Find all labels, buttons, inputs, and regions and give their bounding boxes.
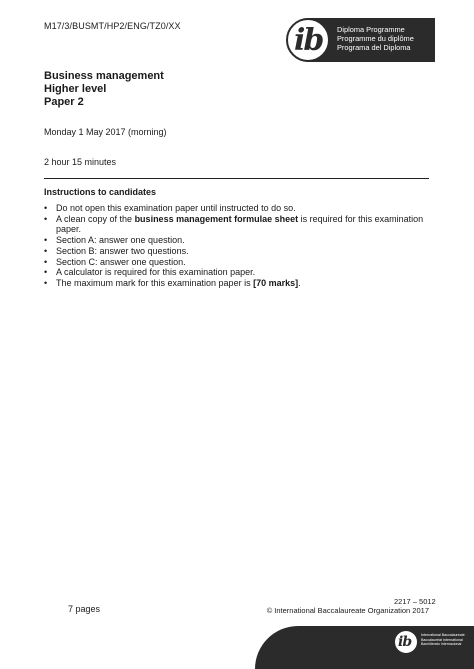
logo-line-fr: Programme du diplôme <box>337 34 414 43</box>
instruction-text: . <box>298 277 301 288</box>
copyright: © International Baccalaureate Organization 2017 <box>266 606 429 615</box>
instruction-text: Section A: answer one question. <box>56 235 185 246</box>
logo-line-en: Diploma Programme <box>337 25 405 34</box>
exam-date: Monday 1 May 2017 (morning) <box>44 127 167 137</box>
footer-logo-line-fr: Baccalauréat International <box>421 637 463 642</box>
page-count: 7 pages <box>68 604 101 614</box>
instructions-title: Instructions to candidates <box>44 187 157 197</box>
instruction-item <box>44 278 430 289</box>
bullet-icon: • <box>44 267 48 278</box>
bullet-icon: • <box>44 256 48 267</box>
ib-footer-banner <box>255 626 474 669</box>
instruction-text: A calculator is required for this examination paper. <box>56 267 256 278</box>
instruction-text: The maximum mark for this examination paper is <box>56 277 254 288</box>
bullet-icon: • <box>44 235 48 246</box>
instruction-text: Section B: answer two questions. <box>56 245 189 256</box>
exam-heading <box>44 70 164 109</box>
instruction-item <box>44 214 430 235</box>
instruction-item <box>44 257 430 268</box>
instruction-item <box>44 203 430 214</box>
footer-code: 2217 – 5012 <box>394 597 436 606</box>
ib-logo-mark: ib <box>398 634 412 650</box>
instruction-text: Section C: answer one question. <box>56 256 186 267</box>
instruction-text: Do not open this examination paper until instructed to do so. <box>56 203 296 213</box>
divider <box>44 178 429 179</box>
instruction-bold-text: [70 marks] <box>253 277 299 288</box>
footer-logo-line-en: International Baccalaureate <box>421 633 465 637</box>
logo-line-es: Programa del Diploma <box>337 43 411 52</box>
instruction-bold-text: business management formulae sheet <box>134 213 299 224</box>
instruction-text: is required for this examination paper. <box>56 213 424 235</box>
bullet-icon: • <box>44 203 48 213</box>
ib-logo-icon <box>395 631 417 653</box>
bullet-icon: • <box>44 213 48 224</box>
instructions-list <box>44 203 430 289</box>
instruction-item <box>44 235 430 246</box>
paper-title: Paper 2 <box>44 96 84 108</box>
bullet-icon: • <box>44 245 48 256</box>
instruction-item <box>44 246 430 257</box>
instruction-text: A clean copy of the <box>56 213 135 224</box>
ib-diploma-logo <box>287 18 435 62</box>
paper-code: M17/3/BUSMT/HP2/ENG/TZ0/XX <box>44 21 181 31</box>
footer-logo-text <box>421 633 465 647</box>
subject-title: Business management <box>44 70 164 82</box>
footer-logo-line-es: Bachillerato Internacional <box>421 642 462 646</box>
bullet-icon: • <box>44 277 48 288</box>
instruction-item <box>44 267 430 278</box>
exam-duration: 2 hour 15 minutes <box>44 157 117 167</box>
logo-text <box>337 25 414 52</box>
ib-logo-icon <box>286 18 330 62</box>
ib-logo-mark: ib <box>294 23 323 58</box>
level-title: Higher level <box>44 83 107 95</box>
